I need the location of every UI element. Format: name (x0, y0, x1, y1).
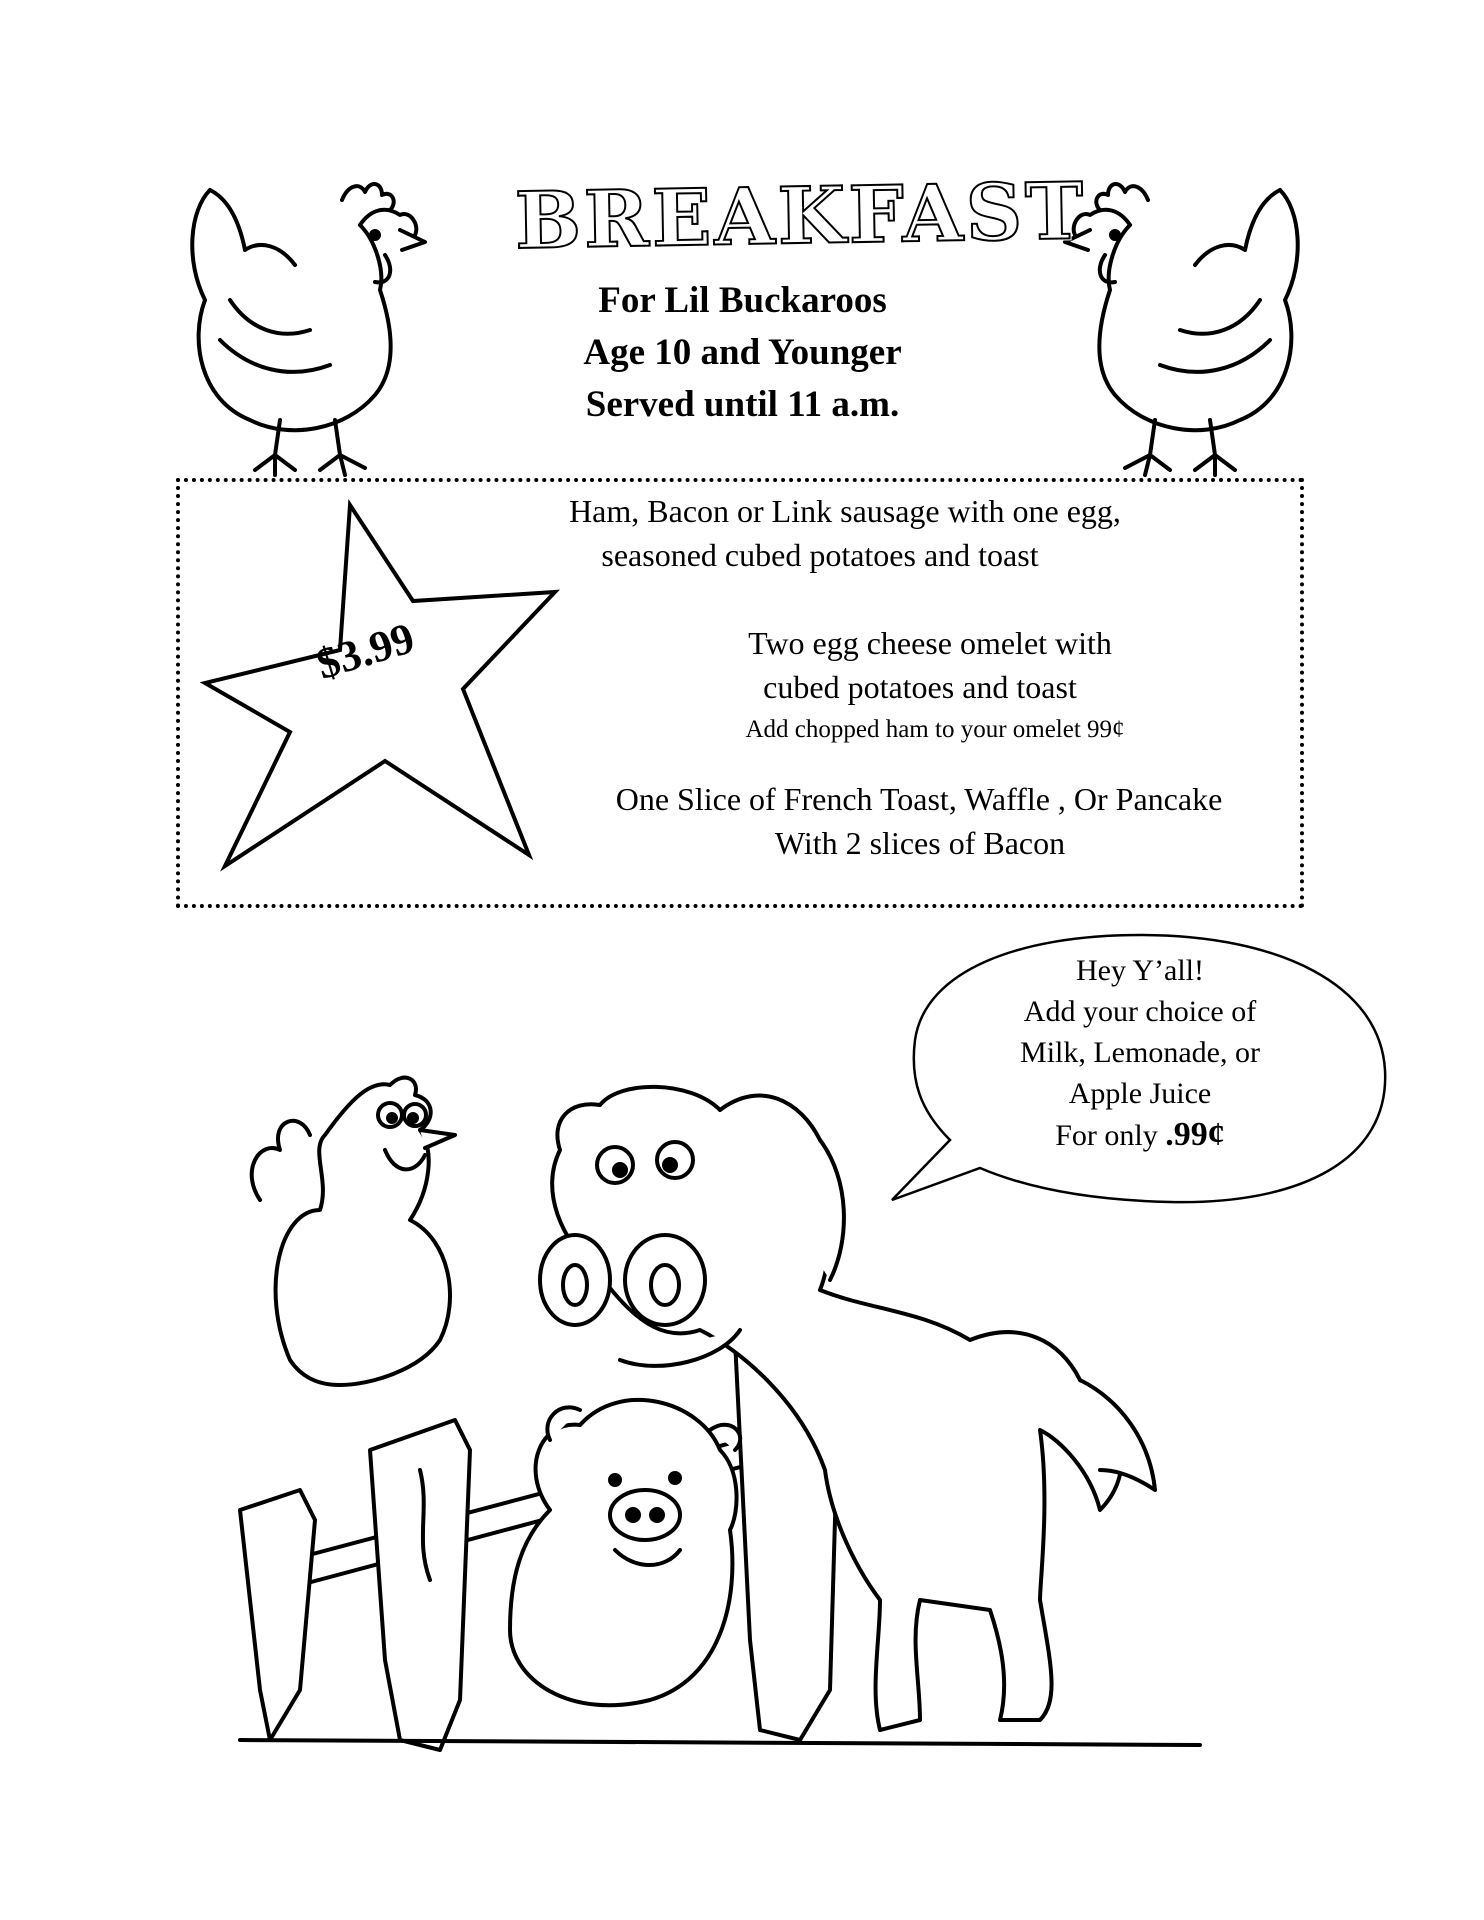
menu-item-2-addon: Add chopped ham to your omelet 99¢ (745, 716, 1125, 743)
bubble-drink-price: .99¢ (1165, 1116, 1225, 1153)
menu-item-1-line-1: Ham, Bacon or Link sausage with one egg, (569, 493, 1121, 529)
price-label: $3.99 (310, 613, 420, 689)
menu-item-3-line-1: One Slice of French Toast, Waffle , Or Pancake (615, 781, 1223, 817)
subtitle (470, 275, 1015, 431)
bubble-line-3: Milk, Lemonade, or (1020, 1036, 1260, 1069)
hen-left-icon (170, 170, 430, 480)
farm-animals-illustration (220, 1040, 1220, 1800)
hen-right-icon (1060, 170, 1320, 480)
menu-item-3-line-2: With 2 slices of Bacon (774, 825, 1066, 861)
bubble-line-4: Apple Juice (1068, 1077, 1212, 1110)
bubble-line-2: Add your choice of (1023, 995, 1257, 1028)
subtitle-line-3: Served until 11 a.m. (585, 384, 900, 425)
star-icon (200, 500, 570, 870)
subtitle-line-1: For Lil Buckaroos (598, 280, 887, 321)
menu-item-2-line-2: cubed potatoes and toast (763, 669, 1077, 705)
bubble-line-1: Hey Y’all! (1076, 954, 1204, 987)
bubble-line-5-prefix: For only (1055, 1119, 1166, 1152)
menu-item-1-line-2: seasoned cubed potatoes and toast (601, 537, 1039, 573)
page-title: BREAKFAST (514, 164, 976, 272)
menu-item-2-line-1: Two egg cheese omelet with (748, 625, 1112, 661)
subtitle-line-2: Age 10 and Younger (583, 332, 902, 373)
